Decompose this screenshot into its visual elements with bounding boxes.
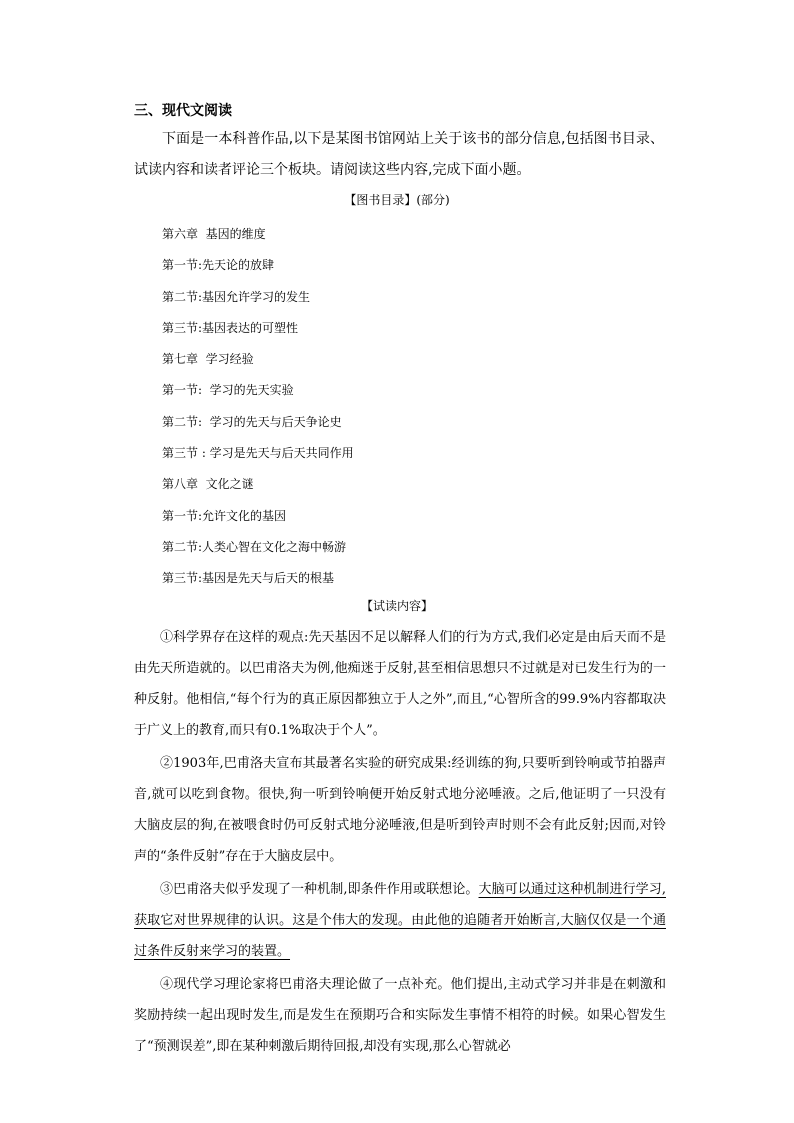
- paragraph-3-text: ③巴甫洛夫似乎发现了一种机制,即条件作用或联想论。: [160, 882, 479, 897]
- toc-item: 第六章 基因的维度: [162, 227, 266, 241]
- section-title: 三、现代文阅读: [134, 103, 232, 119]
- reading-paragraph-2: ②1903年,巴甫洛夫宣布其最著名实验的研究成果:经训练的狗,只要听到铃响或节拍器声音,就可以吃到食物。很快,狗一听到铃响便开始反射式地分泌唾液。之后,他证明了一只没有大脑皮层的狗,在被喂食时仍可反射式地分泌唾液,但是听到铃声时则不会有此反射;因而,对铃声的“条件反射”存在于大脑皮层中。: [134, 756, 666, 864]
- toc-item: 第二节:人类心智在文化之海中畅游: [162, 539, 347, 554]
- toc-item: 第八章 文化之谜: [162, 477, 254, 492]
- table-of-contents: [162, 219, 354, 595]
- toc-heading: 【图书目录】(部分): [344, 193, 450, 207]
- reading-paragraph-4: ④现代学习理论家将巴甫洛夫理论做了一点补充。他们提出,主动式学习并非是在刺激和奖励持续一起出现时发生,而是发生在预期巧合和实际发生事情不相符的时候。如果心智发生了“预测误差”,即在某种刺激后期待回报,却没有实现,那么心智就必: [134, 977, 666, 1054]
- toc-item: 第三节 : 学习是先天与后天共同作用: [162, 446, 354, 461]
- toc-item: 第二节:基因允许学习的发生: [162, 289, 311, 304]
- toc-item: 第三节:基因是先天与后天的根基: [162, 571, 335, 586]
- reading-heading: 【试读内容】: [360, 599, 433, 613]
- reading-content: [134, 622, 666, 1064]
- reading-paragraph-3: [134, 874, 666, 967]
- reading-paragraph-1: ①科学界存在这样的观点:先天基因不足以解释人们的行为方式,我们必定是由后天而不是由先天所造就的。以巴甫洛夫为例,他痴迷于反射,甚至相信思想只不过就是对已发生行为的一种反射。他相信,“每个行为的真正原因都独立于人之外”,而且,“心智所含的99.9%内容都取决于广义上的教育,而只有0.1%取决于个人”。: [134, 630, 666, 738]
- toc-item: 第一节:允许文化的基因: [162, 508, 287, 523]
- toc-item: 第一节: 学习的先天实验: [162, 383, 294, 398]
- toc-item: 第二节: 学习的先天与后天争论史: [162, 414, 342, 429]
- intro-paragraph: 下面是一本科普作品,以下是某图书馆网站上关于该书的部分信息,包括图书目录、试读内容和读者评论三个板块。请阅读这些内容,完成下面小题。: [134, 131, 664, 178]
- toc-item: 第三节:基因表达的可塑性: [162, 320, 299, 335]
- toc-item: 第七章 学习经验: [162, 352, 254, 367]
- underlined-passage: 大脑可以通过这种机制进行学习,获取它对世界规律的认识。这是个伟大的发现。由此他的追随者开始断言,大脑仅仅是一个通过条件反射来学习的装置。: [134, 882, 666, 959]
- toc-item: 第一节:先天论的放肆: [162, 258, 275, 273]
